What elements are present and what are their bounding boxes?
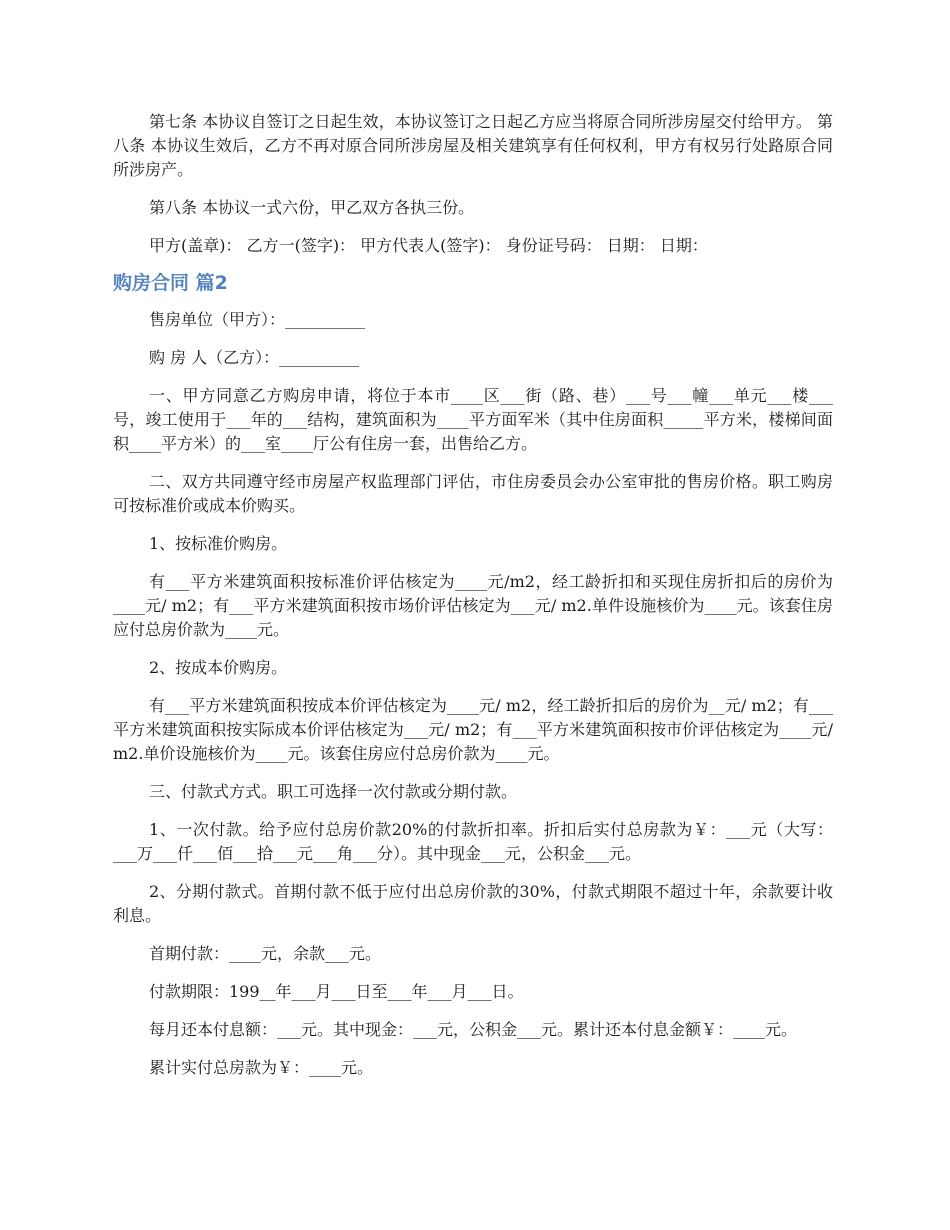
- document-body: [113, 110, 833, 1094]
- total-paid-line: 累计实付总房款为￥：____元。: [149, 1058, 374, 1077]
- down-payment-line: 首期付款：____元，余款___元。: [149, 944, 382, 963]
- cost-price-paragraph: 有___平方米建筑面积按成本价评估核定为____元/ m2，经工龄折扣后的房价为__元/ m2；有___平方米建筑面积按实际成本价评估核定为___元/ m2；有___平方米建筑面积按市价评估核定为____元/ m2.单价设施核价为____元。该套住房应付总房价款为____元。: [113, 696, 833, 763]
- standard-price-paragraph: 有___平方米建筑面积按标准价评估核定为____元/m2，经工龄折扣和买现住房折扣后的房价为____元/ m2；有___平方米建筑面积按市场价评估核定为___元/ m2.单件设施核价为____元。该套住房应付总房价款为____元。: [113, 572, 833, 639]
- clause-eight-copies-paragraph: 第八条 本协议一式六份，甲乙双方各执三份。: [149, 198, 475, 217]
- standard-price-heading: 1、按标准价购房。: [149, 534, 288, 553]
- article-two-paragraph: 二、双方共同遵守经市房屋产权监理部门评估，市住房委员会办公室审批的售房价格。职工购房可按标准价或成本价购买。: [113, 472, 833, 515]
- section-heading: 购房合同 篇2: [113, 272, 228, 294]
- clause-seven-paragraph: 第七条 本协议自签订之日起生效，本协议签订之日起乙方应当将原合同所涉房屋交付给甲方。 第八条 本协议生效后，乙方不再对原合同所涉房屋及相关建筑享有任何权利，甲方有权另行处路原合同所涉房产。: [113, 112, 833, 179]
- signature-line: 甲方(盖章)： 乙方一(签字)： 甲方代表人(签字)： 身份证号码： 日期： 日期：: [149, 236, 708, 255]
- cost-price-heading: 2、按成本价购房。: [149, 658, 288, 677]
- payment-term-line: 付款期限：199__年___月___日至___年___月___日。: [149, 982, 524, 1001]
- article-one-paragraph: 一、甲方同意乙方购房申请，将位于本市____区___街（路、巷）___号___幢___单元___楼___号，竣工使用于___年的___结构，建筑面积为____平方面军米（其中住房面积_____平方米，楼梯间面积____平方米）的___室____厅公有住房一套，出售给乙方。: [113, 386, 833, 453]
- seller-line: 售房单位（甲方）：__________: [149, 310, 366, 329]
- article-three-paragraph: 三、付款式方式。职工可选择一次付款或分期付款。: [149, 782, 518, 801]
- monthly-payment-paragraph: 每月还本付息额：___元。其中现金：___元，公积金___元。累计还本付息金额￥：____元。: [149, 1020, 798, 1039]
- lump-sum-paragraph: 1、一次付款。给予应付总房价款20%的付款折扣率。折扣后实付总房款为￥：___元（大写：___万___仟___佰___拾___元___角___分）。其中现金___元，公积金___元。: [113, 820, 833, 863]
- installment-paragraph: 2、分期付款式。首期付款不低于应付出总房价款的30%，付款式期限不超过十年，余款要计收利息。: [113, 882, 833, 925]
- buyer-line: 购 房 人（乙方）：__________: [149, 348, 360, 367]
